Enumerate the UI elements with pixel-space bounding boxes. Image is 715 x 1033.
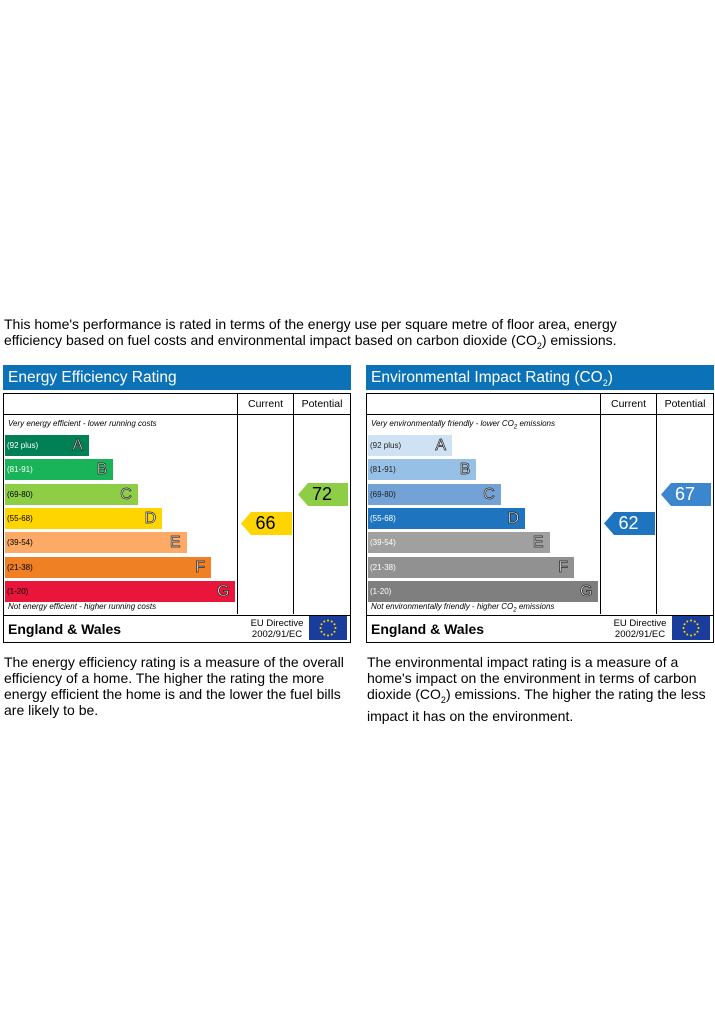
band-range: (39-54) [7, 538, 33, 548]
band-d [5, 508, 162, 529]
top-note-end: emissions [517, 419, 556, 428]
divider [4, 414, 350, 415]
band-e [368, 532, 550, 553]
divider [4, 615, 350, 616]
current-rating-arrow [241, 512, 292, 535]
env-title-end: ) [607, 369, 613, 386]
top-note-text: Very environmentally friendly - lower CO [371, 419, 514, 428]
band-letter: A [435, 437, 446, 454]
band-c [368, 484, 501, 505]
energy-title: Energy Efficiency Rating [8, 369, 177, 386]
divider [656, 394, 657, 614]
band-range: (92 plus) [370, 441, 402, 450]
band-range: (1-20) [370, 586, 392, 596]
col-current-header: Current [610, 398, 646, 410]
top-note: Very energy efficient - lower running costs [8, 419, 157, 428]
col-potential-header: Potential [301, 398, 343, 410]
divider [367, 414, 713, 415]
band-range: (81-91) [370, 465, 396, 475]
bottom-note-sub: 2 [513, 607, 517, 614]
band-f [368, 557, 574, 578]
potential-rating-arrow [298, 483, 348, 506]
band-letter: D [507, 509, 520, 527]
country-label: England & Wales [371, 621, 485, 637]
band-range: (39-54) [370, 538, 396, 548]
band-range: (69-80) [7, 489, 33, 499]
potential-rating-value: 67 [674, 483, 696, 504]
eu-flag-icon [309, 616, 347, 640]
col-current-header: Current [247, 398, 283, 410]
band-letter: E [169, 534, 181, 552]
band-range: (55-68) [370, 513, 396, 523]
eu-directive [247, 618, 307, 640]
band-c [5, 484, 138, 505]
band-range: (81-91) [7, 465, 33, 475]
country-label: England & Wales [8, 621, 122, 637]
divider [600, 394, 601, 614]
band-letter: B [96, 461, 108, 479]
eu-flag-icon [672, 616, 710, 640]
band-f [5, 557, 211, 578]
energy-efficiency-panel [3, 365, 351, 643]
intro-line2-end: ) emissions. [541, 332, 617, 348]
band-range: (21-38) [370, 562, 396, 572]
band-letter: E [532, 534, 544, 552]
band-letter: B [459, 461, 471, 479]
band-b [368, 459, 476, 480]
band-g [368, 581, 598, 602]
bottom-note-text: Not environmentally friendly - higher CO [371, 602, 514, 611]
band-b [5, 459, 113, 480]
current-rating-value: 66 [255, 512, 276, 533]
directive-line1: EU Directive [613, 618, 667, 629]
divider [237, 394, 238, 614]
directive-line2: 2002/91/EC [614, 629, 666, 640]
band-a [5, 435, 89, 456]
env-description-text: The environmental impact rating is a measure of a home's impact on the environment in terms of carbon dioxide (CO [367, 654, 697, 702]
env-description [367, 654, 711, 724]
intro-sub: 2 [536, 340, 542, 351]
current-rating-arrow [604, 512, 655, 535]
intro-line1: This home's performance is rated in terms of the energy use per square metre of floor area, energy [4, 316, 617, 332]
env-description-sub: 2 [440, 694, 446, 705]
band-d [368, 508, 525, 529]
band-e [5, 532, 187, 553]
band-range: (92 plus) [7, 441, 39, 450]
band-letter: F [558, 558, 568, 576]
eu-directive [610, 618, 670, 640]
energy-chart [3, 393, 351, 643]
potential-rating-value: 72 [311, 483, 333, 504]
divider [293, 394, 294, 614]
divider [367, 615, 713, 616]
bottom-note-end: emissions [516, 602, 555, 611]
potential-rating-arrow [661, 483, 711, 506]
current-rating-value: 62 [618, 512, 639, 533]
intro-text [4, 316, 684, 354]
directive-line1: EU Directive [250, 618, 304, 629]
env-title-bar [366, 365, 714, 390]
band-letter: C [483, 485, 495, 503]
bottom-note [371, 602, 554, 614]
top-note-sub: 2 [513, 424, 518, 431]
directive-line2: 2002/91/EC [251, 629, 303, 640]
band-range: (69-80) [370, 489, 396, 499]
band-range: (55-68) [7, 513, 33, 523]
energy-title-bar [3, 365, 351, 390]
band-letter: A [72, 437, 83, 454]
band-g [5, 581, 235, 602]
env-title-sub: 2 [602, 378, 608, 389]
env-title: Environmental Impact Rating (CO [371, 369, 603, 386]
band-letter: D [144, 509, 157, 527]
band-letter: C [120, 485, 132, 503]
env-chart [366, 393, 714, 643]
band-range: (21-38) [7, 562, 33, 572]
band-letter: F [195, 558, 205, 576]
environmental-impact-panel [366, 365, 714, 643]
env-description-end: ) emissions. The higher the rating the less impact it has on the environment. [367, 686, 706, 724]
top-note [371, 419, 555, 431]
energy-description: The energy efficiency rating is a measure of the overall efficiency of a home. The higher the rating the more energy efficient the home is and the lower the fuel bills are likely to be. [4, 654, 344, 718]
intro-line2: efficiency based on fuel costs and environmental impact based on carbon dioxide (CO [4, 332, 537, 348]
band-range: (1-20) [7, 586, 29, 596]
band-a [368, 435, 452, 456]
band-letter: G [579, 582, 593, 600]
col-potential-header: Potential [664, 398, 706, 410]
band-letter: G [216, 582, 230, 600]
bottom-note: Not energy efficient - higher running costs [8, 602, 157, 611]
